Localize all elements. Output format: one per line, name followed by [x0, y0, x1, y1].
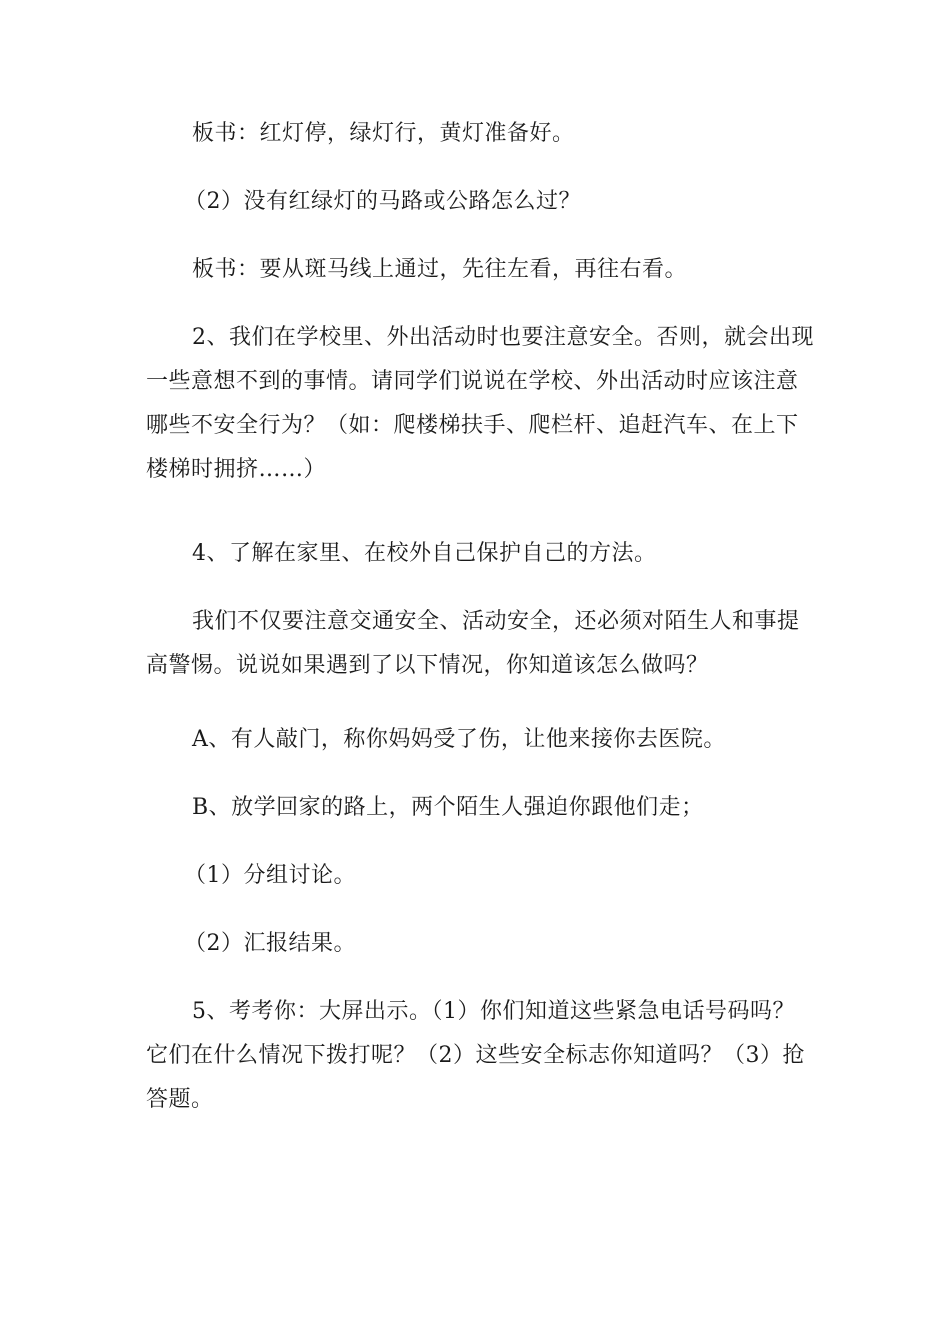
- paragraph-scenario-a: A、有人敲门，称你妈妈受了伤，让他来接你去医院。: [192, 727, 726, 752]
- paragraph-group-discussion: （1）分组讨论。: [184, 863, 356, 888]
- paragraph-school-activity-safety: 2、我们在学校里、外出活动时也要注意安全。否则，就会出现一些意想不到的事情。请同学们说说在学校、外出活动时应该注意哪些不安全行为？（如：爬楼梯扶手、爬栏杆、追赶汽车、在上下楼梯时拥挤……）: [146, 325, 814, 482]
- paragraph-report-results: （2）汇报结果。: [184, 931, 356, 956]
- paragraph-blackboard-zebra-crossing: 板书：要从斑马线上通过，先往左看，再往右看。: [192, 257, 688, 282]
- paragraph-self-protection-methods: 4、了解在家里、在校外自己保护自己的方法。: [192, 541, 657, 566]
- paragraph-stranger-alertness: 我们不仅要注意交通安全、活动安全，还必须对陌生人和事提高警惕。说说如果遇到了以下情况，你知道该怎么做吗？: [146, 609, 800, 678]
- paragraph-question-no-traffic-light: （2）没有红绿灯的马路或公路怎么过？: [184, 189, 581, 214]
- paragraph-blackboard-traffic-light: 板书：红灯停，绿灯行，黄灯准备好。: [192, 121, 575, 146]
- paragraph-scenario-b: B、放学回家的路上，两个陌生人强迫你跟他们走；: [192, 795, 704, 820]
- paragraph-quiz: 5、考考你：大屏出示。（1）你们知道这些紧急电话号码吗？它们在什么情况下拨打呢？（2）这些安全标志你知道吗？（3）抢答题。: [146, 999, 805, 1112]
